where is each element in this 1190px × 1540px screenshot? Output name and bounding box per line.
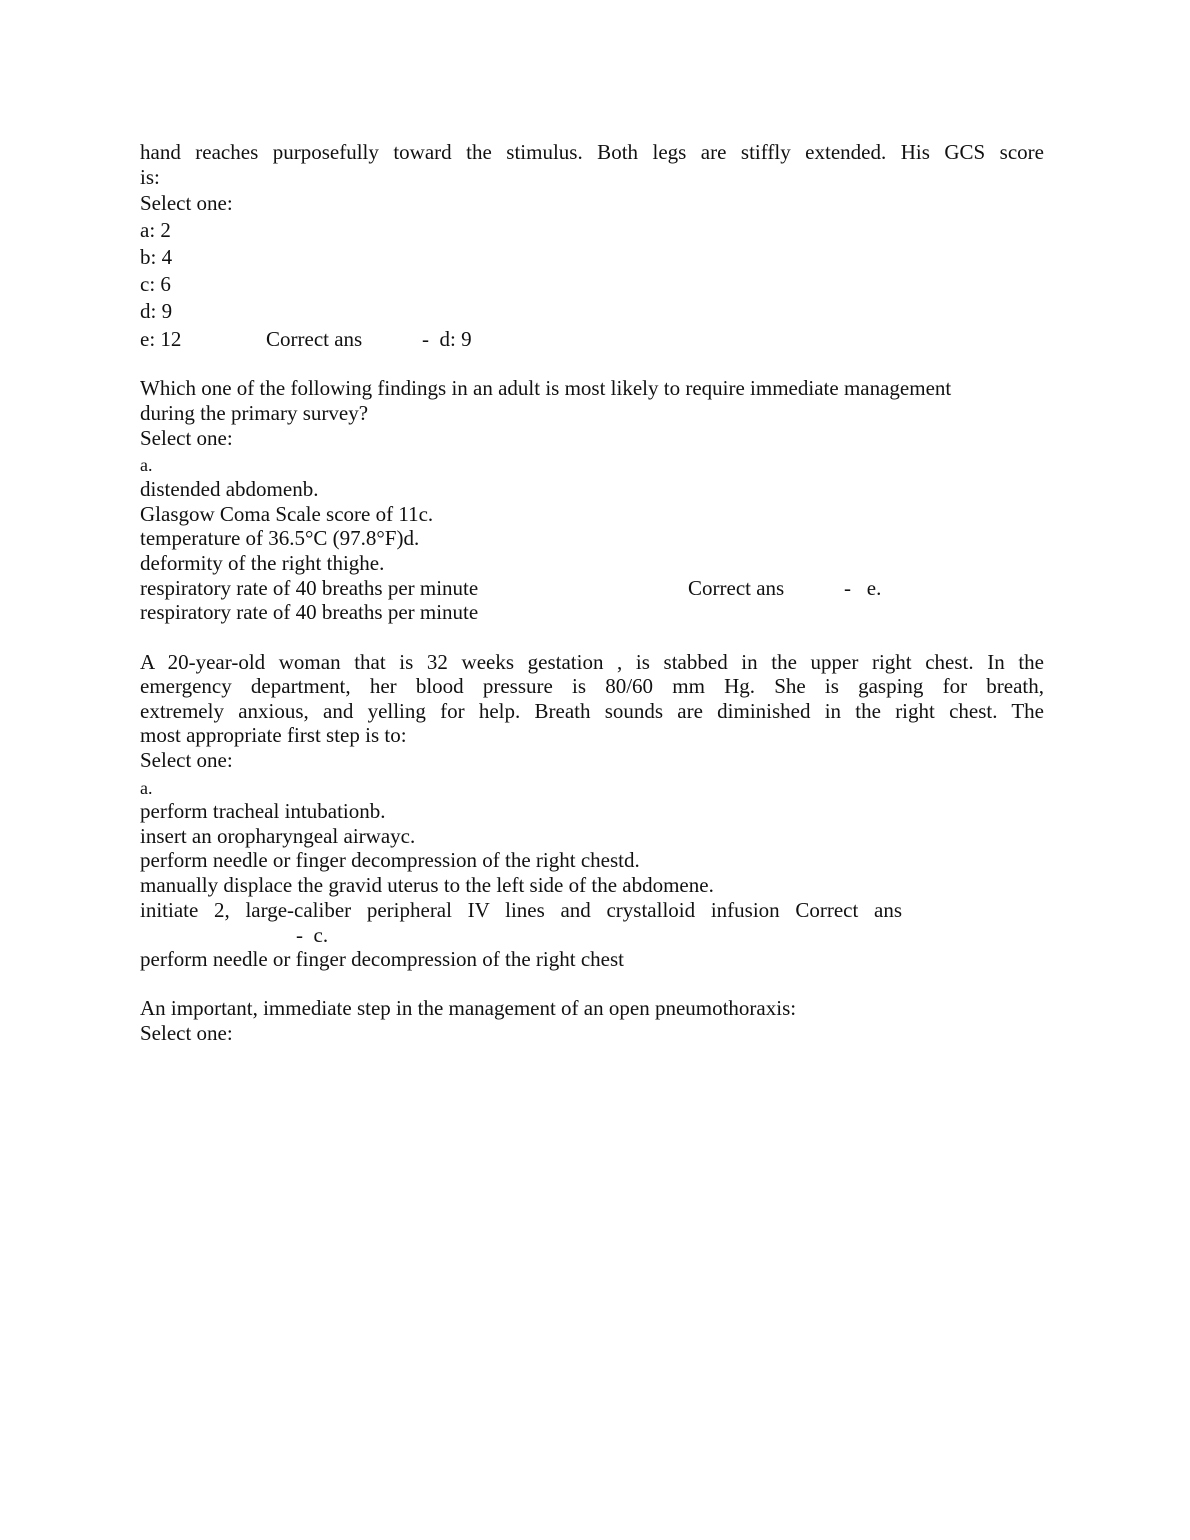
q3-option-line: manually displace the gravid uterus to the left side of the abdomene.: [140, 873, 714, 897]
q3-option-last-with-answer-label: initiate 2, large-caliber peripheral IV lines and crystalloid infusion Correct ans: [140, 898, 902, 922]
q3-stem-line3: extremely anxious, and yelling for help. Breath sounds are diminished in the right chest. The: [140, 699, 1044, 723]
q2-option-line: respiratory rate of 40 breaths per minute: [140, 576, 479, 600]
q3-option-line: insert an oropharyngeal airwayc.: [140, 824, 416, 848]
q1-select-one: Select one:: [140, 191, 233, 215]
q1-stem-line2: is:: [140, 165, 160, 189]
q2-option-line: Glasgow Coma Scale score of 11c.: [140, 502, 434, 526]
q2-answer-value: - e.: [844, 576, 882, 600]
q3-stem-line1: A 20-year-old woman that is 32 weeks gestation , is stabbed in the upper right chest. In the: [140, 650, 1044, 674]
q2-select-one: Select one:: [140, 426, 233, 450]
q3-stem-line2: emergency department, her blood pressure is 80/60 mm Hg. She is gasping for breath,: [140, 674, 1044, 698]
q1-option-a: a: 2: [140, 218, 171, 242]
q1-option-b: b: 4: [140, 245, 173, 269]
q2-option-a-marker: a.: [140, 455, 153, 475]
q1-stem-line1: hand reaches purposefully toward the stimulus. Both legs are stiffly extended. His GCS score: [140, 140, 1044, 164]
q2-answer-text: respiratory rate of 40 breaths per minute: [140, 600, 479, 624]
q4-select-one: Select one:: [140, 1021, 233, 1045]
q3-option-line: perform tracheal intubationb.: [140, 799, 386, 823]
q3-option-line: perform needle or finger decompression of the right chestd.: [140, 848, 640, 872]
q1-option-c: c: 6: [140, 272, 171, 296]
q1-answer-label: Correct ans: [266, 327, 363, 351]
q2-stem-line2: during the primary survey?: [140, 401, 369, 425]
q3-option-a-marker: a.: [140, 778, 153, 798]
q1-option-d: d: 9: [140, 299, 173, 323]
q2-stem-line1: Which one of the following findings in an adult is most likely to require immediate management: [140, 376, 952, 400]
q1-option-e: e: 12: [140, 327, 182, 351]
q4-stem: An important, immediate step in the management of an open pneumothoraxis:: [140, 996, 797, 1020]
q2-answer-label: Correct ans: [688, 576, 785, 600]
q2-option-line: deformity of the right thighe.: [140, 551, 385, 575]
q3-select-one: Select one:: [140, 748, 233, 772]
q2-option-line: distended abdomenb.: [140, 477, 319, 501]
q3-answer-text: perform needle or finger decompression of the right chest: [140, 947, 624, 971]
q3-answer-value: - c.: [296, 923, 329, 947]
q3-stem-line4: most appropriate first step is to:: [140, 723, 407, 747]
q2-option-line: temperature of 36.5°C (97.8°F)d.: [140, 526, 420, 550]
q1-answer-value: - d: 9: [422, 327, 472, 351]
